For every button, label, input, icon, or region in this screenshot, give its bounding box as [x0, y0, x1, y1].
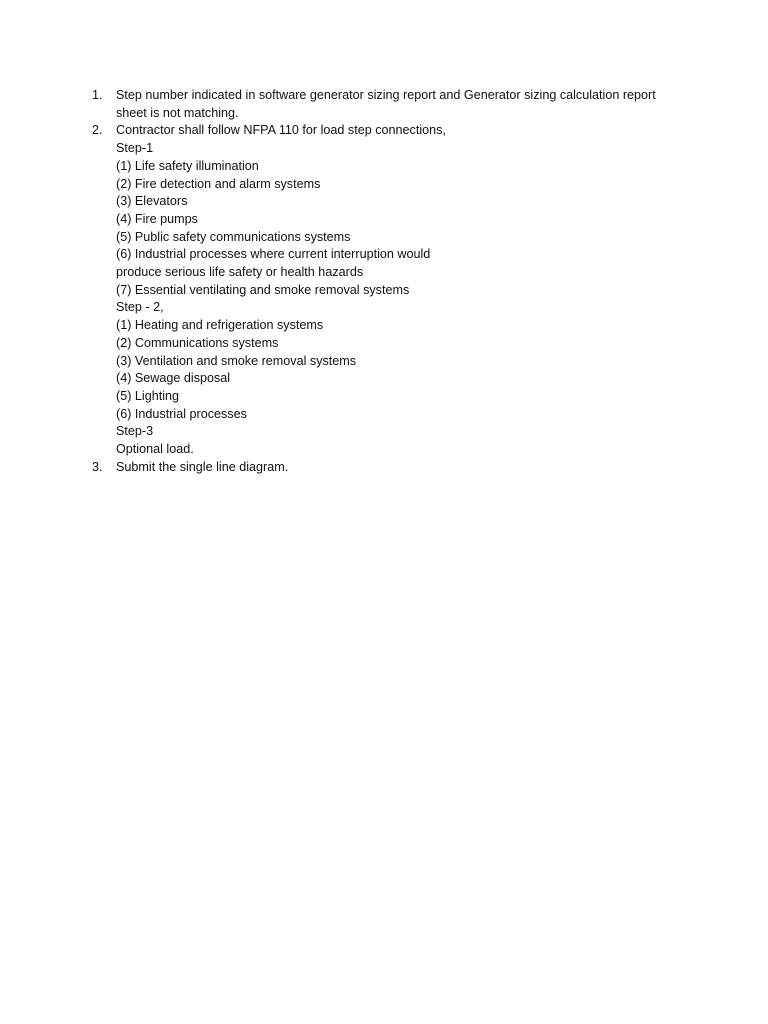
numbered-list — [92, 87, 692, 476]
text-line: Optional load. — [116, 442, 194, 457]
list-item-body — [116, 87, 692, 122]
text-line: (2) Fire detection and alarm systems — [116, 176, 321, 191]
step-heading: Step-3 — [116, 424, 154, 439]
text-line: (7) Essential ventilating and smoke removal systems — [116, 282, 410, 297]
text-line: (1) Life safety illumination — [116, 158, 259, 173]
text-line: (4) Sewage disposal — [116, 371, 231, 386]
text-line: Submit the single line diagram. — [116, 459, 289, 474]
text-line: produce serious life safety or health hazards — [116, 265, 364, 280]
text-line: (3) Elevators — [116, 194, 188, 209]
text-line: (2) Communications systems — [116, 335, 279, 350]
step-heading: Step-1 — [116, 141, 154, 156]
text-line: (4) Fire pumps — [116, 211, 198, 226]
list-item-2 — [92, 122, 692, 458]
step-heading: Step - 2, — [116, 300, 164, 315]
text-line: Step number indicated in software generator sizing report and Generator sizing calculation report — [116, 88, 656, 102]
text-line: (3) Ventilation and smoke removal systems — [116, 353, 357, 368]
text-line: (5) Lighting — [116, 388, 180, 403]
text-line: (1) Heating and refrigeration systems — [116, 318, 324, 333]
text-line: (6) Industrial processes where current interruption would — [116, 247, 431, 262]
list-number: 3. — [92, 459, 103, 474]
list-item-body — [116, 459, 692, 477]
list-item-3 — [92, 459, 692, 477]
list-item-body — [116, 122, 692, 458]
list-number: 1. — [92, 88, 103, 102]
list-item-1 — [92, 87, 692, 122]
text-line: (5) Public safety communications systems — [116, 229, 351, 244]
text-line: Contractor shall follow NFPA 110 for load step connections, — [116, 123, 446, 138]
text-line: (6) Industrial processes — [116, 406, 247, 421]
text-line: sheet is not matching. — [116, 105, 239, 120]
list-number: 2. — [92, 123, 103, 138]
